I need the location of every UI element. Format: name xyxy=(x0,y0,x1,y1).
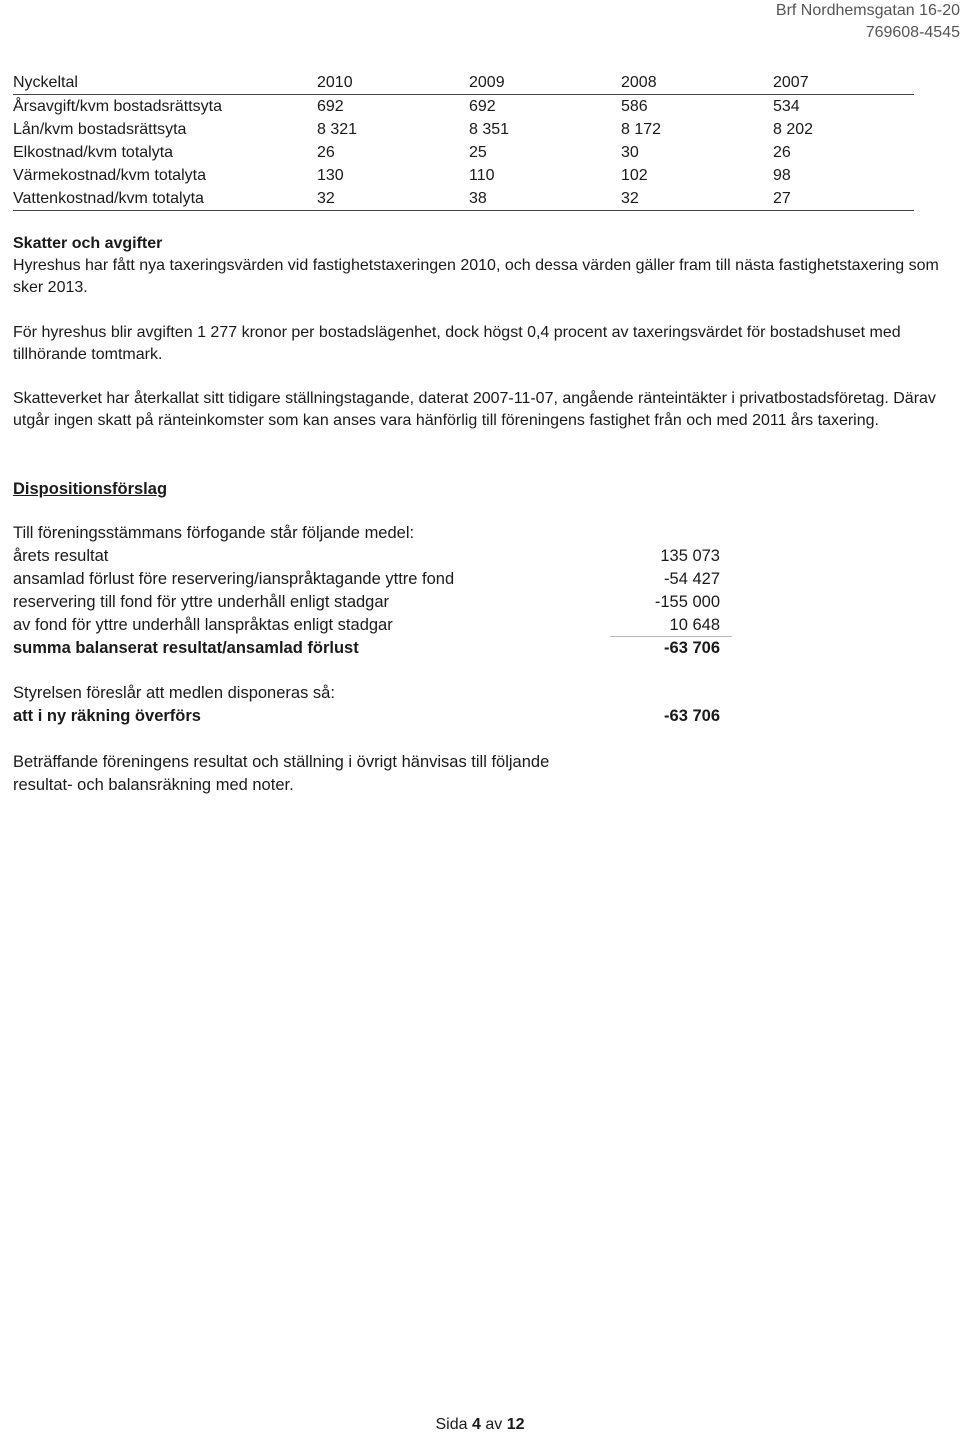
proposal-section xyxy=(13,682,753,728)
paragraph: Skatteverket har återkallat sitt tidigare ställningstagande, daterat 2007-11-07, angående ränteintäkter i privatbostadsföretag. Därav utgår ingen skatt på ränteinkomster som kan anses vara hänförlig till föreningens fastighet från och med 2011 års taxering. xyxy=(13,390,936,429)
page-total: 12 xyxy=(506,1416,525,1433)
table-row xyxy=(13,164,914,187)
table-cell: 8 321 xyxy=(317,121,358,138)
page-number: 4 xyxy=(471,1416,481,1433)
column-header: 2010 xyxy=(317,70,469,95)
column-header: 2009 xyxy=(469,70,621,95)
closing-paragraph xyxy=(13,751,613,797)
item-label: av fond för yttre underhåll lanspråktas enligt stadgar xyxy=(13,616,393,634)
section-heading: Dispositionsförslag xyxy=(13,480,168,498)
disposition-item xyxy=(13,614,753,637)
page-separator: av xyxy=(485,1416,503,1433)
item-label: årets resultat xyxy=(13,547,109,565)
disposition-item xyxy=(13,568,753,591)
table-cell: 8 172 xyxy=(621,121,662,138)
paragraph: Hyreshus har fått nya taxeringsvärden vid fastighetstaxeringen 2010, och dessa värden gäller fram till nästa fastighetstaxering som sker 2013. xyxy=(13,257,939,296)
table-row xyxy=(13,118,914,141)
item-label: reservering till fond för yttre underhåll enligt stadgar xyxy=(13,593,390,611)
table-cell: 38 xyxy=(469,187,621,211)
proposal-text: Styrelsen föreslår att medlen disponeras så: xyxy=(13,684,335,702)
table-cell: 102 xyxy=(621,167,648,184)
table-header-row xyxy=(13,70,914,95)
disposition-heading-block xyxy=(13,478,953,500)
column-header: 2008 xyxy=(621,70,773,95)
disposition-section xyxy=(13,522,753,660)
table-cell: 586 xyxy=(621,98,648,115)
carry-forward-label: att i ny räkning överförs xyxy=(13,707,201,725)
table-cell: 98 xyxy=(773,167,791,184)
item-amount: 10 648 xyxy=(669,616,720,634)
row-label: Lån/kvm bostadsrättsyta xyxy=(13,121,187,138)
disposition-total xyxy=(13,637,753,660)
column-header: 2007 xyxy=(773,70,914,95)
row-label: Värmekostnad/kvm totalyta xyxy=(13,167,206,184)
item-label: ansamlad förlust före reservering/ianspråktagande yttre fond xyxy=(13,570,455,588)
page-footer xyxy=(0,1414,960,1436)
table-cell: 32 xyxy=(621,187,773,211)
paragraph: Beträffande föreningens resultat och ställning i övrigt hänvisas till följande resultat- och balansräkning med noter. xyxy=(13,753,550,794)
taxes-section xyxy=(13,233,953,299)
table-row xyxy=(13,187,914,211)
key-figures-table xyxy=(13,70,914,211)
table-cell: 26 xyxy=(773,144,791,161)
table-cell: 27 xyxy=(773,187,914,211)
table-cell: 692 xyxy=(317,98,344,115)
total-label: summa balanserat resultat/ansamlad förlust xyxy=(13,639,359,657)
table-cell: 692 xyxy=(469,98,496,115)
table-cell: 26 xyxy=(317,144,335,161)
item-amount: -54 427 xyxy=(664,570,720,588)
carry-forward-amount: -63 706 xyxy=(664,707,720,725)
fee-paragraph xyxy=(13,322,953,366)
table-cell: 110 xyxy=(469,167,495,184)
page-prefix: Sida xyxy=(435,1416,468,1433)
section-heading: Skatter och avgifter xyxy=(13,235,163,252)
table-cell: 30 xyxy=(621,144,639,161)
proposal-intro xyxy=(13,682,753,705)
document-header xyxy=(660,0,960,44)
table-cell: 8 351 xyxy=(469,121,510,138)
table-cell: 32 xyxy=(317,187,469,211)
row-label: Vattenkostnad/kvm totalyta xyxy=(13,187,317,211)
row-label: Årsavgift/kvm bostadsrättsyta xyxy=(13,98,222,115)
disposition-intro xyxy=(13,522,753,545)
organization-number: 769608-4545 xyxy=(865,24,960,41)
intro-text: Till föreningsstämmans förfogande står följande medel: xyxy=(13,524,415,542)
carry-forward-row xyxy=(13,705,753,728)
disposition-item xyxy=(13,591,753,614)
total-amount: -63 706 xyxy=(664,639,720,657)
item-amount: 135 073 xyxy=(660,547,720,565)
organization-name: Brf Nordhemsgatan 16-20 xyxy=(775,2,960,19)
table-row xyxy=(13,141,914,164)
table-cell: 534 xyxy=(773,98,800,115)
tax-authority-paragraph xyxy=(13,388,953,432)
paragraph: För hyreshus blir avgiften 1 277 kronor per bostadslägenhet, dock högst 0,4 procent av taxeringsvärdet för bostadshuset med tillhörande tomtmark. xyxy=(13,324,901,363)
column-header: Nyckeltal xyxy=(13,70,317,95)
item-amount: -155 000 xyxy=(654,593,720,611)
table-cell: 25 xyxy=(469,144,487,161)
table-cell: 8 202 xyxy=(773,121,814,138)
table-cell: 130 xyxy=(317,167,344,184)
table-row xyxy=(13,95,914,119)
disposition-item xyxy=(13,545,753,568)
row-label: Elkostnad/kvm totalyta xyxy=(13,144,174,161)
